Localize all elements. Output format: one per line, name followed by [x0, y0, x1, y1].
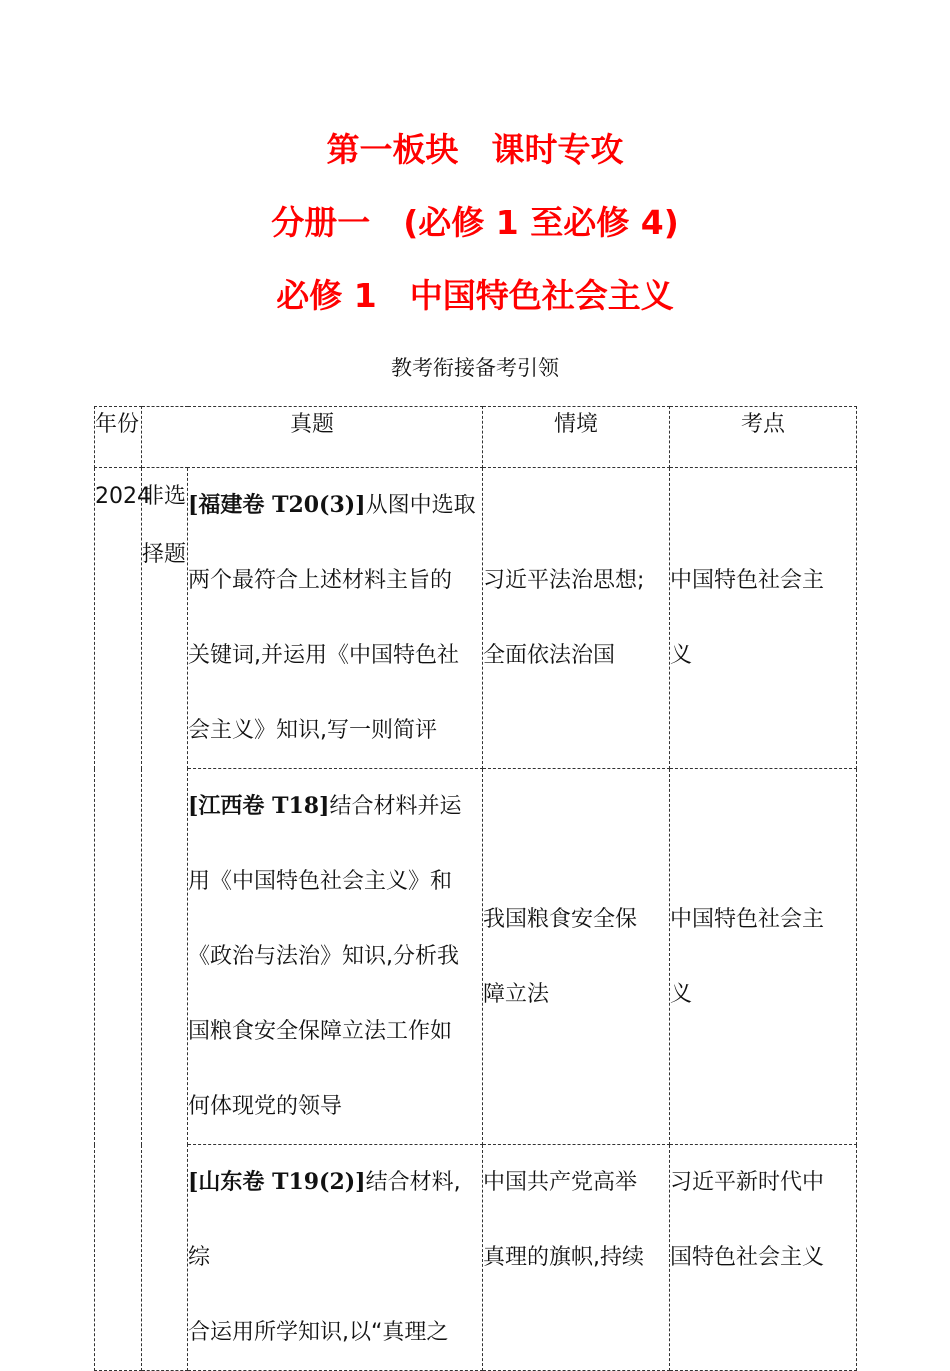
question-type-cell	[142, 468, 188, 1371]
context-cell	[483, 468, 670, 769]
header-year: 年份	[95, 407, 142, 468]
point-text: 国特色社会主义	[670, 1245, 825, 1270]
title-block: 第一板块 课时专攻	[326, 130, 624, 169]
point-cell	[670, 468, 857, 769]
year-cell: 2024	[95, 468, 142, 1371]
type-line: 非选	[142, 484, 187, 509]
question-text: 结合材料,综	[188, 1170, 461, 1270]
context-text: 习近平法治思想;	[483, 568, 645, 593]
point-text: 中国特色社会主	[670, 568, 825, 593]
context-cell	[483, 1145, 670, 1371]
point-text: 义	[670, 981, 693, 1007]
table-header-row	[95, 407, 857, 468]
question-text: 国粮食安全保障立法工作如	[188, 1019, 453, 1044]
header-question: 真题	[142, 407, 483, 468]
point-text: 义	[670, 643, 693, 668]
question-text: 《政治与法治》知识,分析我	[188, 944, 459, 969]
table-row	[95, 468, 857, 769]
context-text: 全面依法治国	[483, 643, 616, 668]
table-row	[95, 769, 857, 1145]
question-text: 用《中国特色社会主义》和	[188, 869, 453, 894]
context-cell	[483, 769, 670, 1145]
point-text: 中国特色社会主	[670, 906, 825, 932]
question-cell	[188, 1145, 483, 1371]
question-cell	[188, 769, 483, 1145]
context-text: 中国共产党高举	[483, 1170, 638, 1195]
context-text: 障立法	[483, 981, 550, 1007]
section-subtitle: 教考衔接备考引领	[391, 356, 559, 380]
type-line: 择题	[142, 542, 187, 567]
table-row	[95, 1145, 857, 1371]
question-text: 从图中选取	[365, 493, 476, 518]
question-text: 关键词,并运用《中国特色社	[188, 643, 459, 668]
header-point: 考点	[670, 407, 857, 468]
context-text: 我国粮食安全保	[483, 906, 638, 932]
source-tag: [福建卷 T20(3)]	[188, 492, 366, 518]
header-context: 情境	[483, 407, 670, 468]
point-cell	[670, 769, 857, 1145]
source-tag: [山东卷 T19(2)]	[188, 1169, 366, 1195]
exam-table	[94, 406, 857, 1371]
question-text: 合运用所学知识,以“真理之	[188, 1320, 449, 1345]
source-tag: [江西卷 T18]	[188, 793, 330, 819]
question-text: 何体现党的领导	[188, 1094, 343, 1119]
question-cell	[188, 468, 483, 769]
question-text: 结合材料并运	[329, 794, 462, 819]
title-volume: 分册一 (必修 1 至必修 4)	[271, 203, 679, 242]
question-text: 两个最符合上述材料主旨的	[188, 568, 453, 593]
point-cell	[670, 1145, 857, 1371]
context-text: 真理的旗帜,持续	[483, 1245, 645, 1270]
point-text: 习近平新时代中	[670, 1170, 825, 1195]
question-text: 会主义》知识,写一则简评	[188, 718, 437, 743]
title-module: 必修 1 中国特色社会主义	[276, 276, 674, 315]
